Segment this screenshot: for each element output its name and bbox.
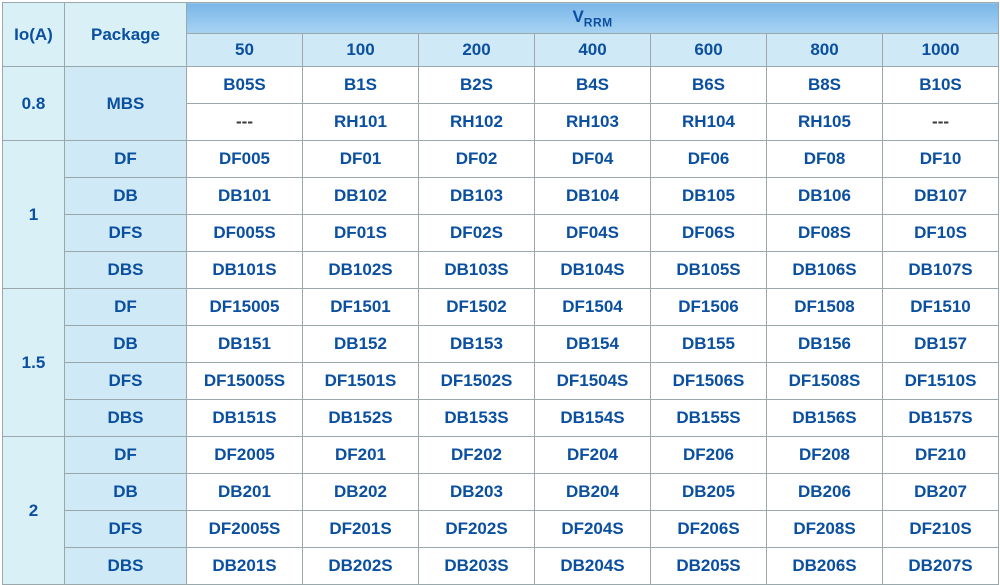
part-number-cell: DF02S xyxy=(419,215,535,252)
part-number-cell: DF202S xyxy=(419,511,535,548)
part-number-cell: DF15005S xyxy=(187,363,303,400)
part-number-cell: DB104S xyxy=(535,252,651,289)
table-row xyxy=(3,289,999,326)
part-number-cell: RH103 xyxy=(535,104,651,141)
part-number-cell: DB204S xyxy=(535,548,651,585)
part-number-cell: DF1504S xyxy=(535,363,651,400)
part-number-cell: DF005 xyxy=(187,141,303,178)
part-number-cell: --- xyxy=(883,104,999,141)
part-number-cell: DB105 xyxy=(651,178,767,215)
part-number-cell: DF201 xyxy=(303,437,419,474)
part-number-cell: DF04S xyxy=(535,215,651,252)
part-number-cell: DF201S xyxy=(303,511,419,548)
part-number-cell: DB154S xyxy=(535,400,651,437)
part-number-cell: DF08 xyxy=(767,141,883,178)
part-number-cell: DB205 xyxy=(651,474,767,511)
part-number-cell: DF15005 xyxy=(187,289,303,326)
part-number-cell: DB106 xyxy=(767,178,883,215)
part-number-cell: DB105S xyxy=(651,252,767,289)
part-number-cell: DF1504 xyxy=(535,289,651,326)
package-cell: DB xyxy=(65,474,187,511)
part-number-cell: DF2005 xyxy=(187,437,303,474)
part-number-cell: DF1506 xyxy=(651,289,767,326)
part-number-cell: DF1508S xyxy=(767,363,883,400)
column-header-voltage-600: 600 xyxy=(651,34,767,67)
part-number-cell: DB101S xyxy=(187,252,303,289)
package-cell: MBS xyxy=(65,67,187,141)
table-row xyxy=(3,215,999,252)
package-cell: DFS xyxy=(65,363,187,400)
part-number-cell: DF08S xyxy=(767,215,883,252)
part-number-cell: DF10S xyxy=(883,215,999,252)
part-number-cell: DB151S xyxy=(187,400,303,437)
part-number-cell: DF02 xyxy=(419,141,535,178)
part-number-cell: DF1502S xyxy=(419,363,535,400)
part-number-cell: DB201S xyxy=(187,548,303,585)
part-number-cell: DB156S xyxy=(767,400,883,437)
part-number-cell: DB104 xyxy=(535,178,651,215)
package-cell: DFS xyxy=(65,215,187,252)
table-row xyxy=(3,511,999,548)
part-number-cell: DB102 xyxy=(303,178,419,215)
part-number-cell: DB154 xyxy=(535,326,651,363)
part-number-cell: DF208 xyxy=(767,437,883,474)
part-number-cell: DF204 xyxy=(535,437,651,474)
part-number-cell: DB103S xyxy=(419,252,535,289)
package-cell: DBS xyxy=(65,252,187,289)
part-number-cell: DB207 xyxy=(883,474,999,511)
part-number-cell: DF1510 xyxy=(883,289,999,326)
part-number-cell: RH105 xyxy=(767,104,883,141)
part-number-cell: DB203S xyxy=(419,548,535,585)
part-number-cell: DB107 xyxy=(883,178,999,215)
part-number-cell: DB203 xyxy=(419,474,535,511)
part-number-cell: DF06S xyxy=(651,215,767,252)
part-number-cell: DB151 xyxy=(187,326,303,363)
package-cell: DBS xyxy=(65,400,187,437)
package-cell: DF xyxy=(65,141,187,178)
table-row xyxy=(3,178,999,215)
column-header-package xyxy=(65,3,187,67)
part-number-cell: DB157S xyxy=(883,400,999,437)
part-number-cell: RH102 xyxy=(419,104,535,141)
part-number-cell: DF202 xyxy=(419,437,535,474)
table-row xyxy=(3,252,999,289)
part-number-cell: B10S xyxy=(883,67,999,104)
part-number-cell: B1S xyxy=(303,67,419,104)
package-cell: DF xyxy=(65,289,187,326)
part-number-cell: DF04 xyxy=(535,141,651,178)
column-header-vrrm xyxy=(187,3,999,34)
part-number-cell: RH101 xyxy=(303,104,419,141)
column-header-voltage-1000: 1000 xyxy=(883,34,999,67)
part-number-cell: DF01 xyxy=(303,141,419,178)
part-number-cell: DB101 xyxy=(187,178,303,215)
column-header-voltage-50: 50 xyxy=(187,34,303,67)
vrrm-label: V xyxy=(572,6,584,26)
io-current-cell: 1 xyxy=(3,141,65,289)
part-number-cell: DF005S xyxy=(187,215,303,252)
part-number-cell: DF206 xyxy=(651,437,767,474)
part-number-cell: DF10 xyxy=(883,141,999,178)
part-number-cell: DB107S xyxy=(883,252,999,289)
column-header-voltage-100: 100 xyxy=(303,34,419,67)
part-number-cell: B8S xyxy=(767,67,883,104)
column-header-voltage-400: 400 xyxy=(535,34,651,67)
package-cell: DFS xyxy=(65,511,187,548)
part-number-cell: DF1501S xyxy=(303,363,419,400)
vrrm-subscript: RRM xyxy=(583,15,613,30)
part-number-selection-table xyxy=(2,2,999,585)
part-number-cell: DB156 xyxy=(767,326,883,363)
part-number-cell: DB206S xyxy=(767,548,883,585)
table-row xyxy=(3,326,999,363)
io-current-cell: 0.8 xyxy=(3,67,65,141)
io-label: Io(A) xyxy=(14,24,53,44)
part-number-cell: B4S xyxy=(535,67,651,104)
part-number-cell: DB103 xyxy=(419,178,535,215)
part-number-cell: DF1501 xyxy=(303,289,419,326)
table-header xyxy=(3,3,999,67)
part-number-cell: DB204 xyxy=(535,474,651,511)
package-cell: DB xyxy=(65,178,187,215)
part-number-cell: DF1508 xyxy=(767,289,883,326)
column-header-voltage-200: 200 xyxy=(419,34,535,67)
column-header-io xyxy=(3,3,65,67)
part-number-cell: DB157 xyxy=(883,326,999,363)
part-number-cell: DB153 xyxy=(419,326,535,363)
part-number-cell: DF210 xyxy=(883,437,999,474)
part-number-cell: DB152 xyxy=(303,326,419,363)
io-current-cell: 1.5 xyxy=(3,289,65,437)
part-number-cell: DB102S xyxy=(303,252,419,289)
column-header-voltage-800: 800 xyxy=(767,34,883,67)
package-cell: DBS xyxy=(65,548,187,585)
part-number-cell: B05S xyxy=(187,67,303,104)
part-number-cell: DF1502 xyxy=(419,289,535,326)
part-number-cell: DF1510S xyxy=(883,363,999,400)
part-number-cell: DB205S xyxy=(651,548,767,585)
table-row xyxy=(3,363,999,400)
table-body xyxy=(3,67,999,585)
part-number-cell: DB201 xyxy=(187,474,303,511)
package-cell: DB xyxy=(65,326,187,363)
table-row xyxy=(3,474,999,511)
part-number-cell: DF06 xyxy=(651,141,767,178)
part-number-cell: DB202S xyxy=(303,548,419,585)
header-row-band xyxy=(3,3,999,34)
part-number-cell: --- xyxy=(187,104,303,141)
part-number-cell: DB153S xyxy=(419,400,535,437)
part-number-cell: DF1506S xyxy=(651,363,767,400)
table-row xyxy=(3,400,999,437)
part-number-cell: DB155 xyxy=(651,326,767,363)
io-current-cell: 2 xyxy=(3,437,65,585)
part-number-cell: DF2005S xyxy=(187,511,303,548)
part-number-cell: DF210S xyxy=(883,511,999,548)
package-cell: DF xyxy=(65,437,187,474)
part-number-cell: DB207S xyxy=(883,548,999,585)
package-label: Package xyxy=(91,24,160,44)
part-number-cell: RH104 xyxy=(651,104,767,141)
part-number-cell: B6S xyxy=(651,67,767,104)
part-number-cell: DF208S xyxy=(767,511,883,548)
table-row xyxy=(3,141,999,178)
part-number-cell: DB202 xyxy=(303,474,419,511)
table-row xyxy=(3,67,999,104)
part-number-cell: DB152S xyxy=(303,400,419,437)
part-number-cell: DF204S xyxy=(535,511,651,548)
part-number-cell: DB206 xyxy=(767,474,883,511)
part-number-cell: DF206S xyxy=(651,511,767,548)
part-number-cell: DB155S xyxy=(651,400,767,437)
part-number-cell: DF01S xyxy=(303,215,419,252)
part-number-cell: B2S xyxy=(419,67,535,104)
part-number-cell: DB106S xyxy=(767,252,883,289)
table-row xyxy=(3,437,999,474)
